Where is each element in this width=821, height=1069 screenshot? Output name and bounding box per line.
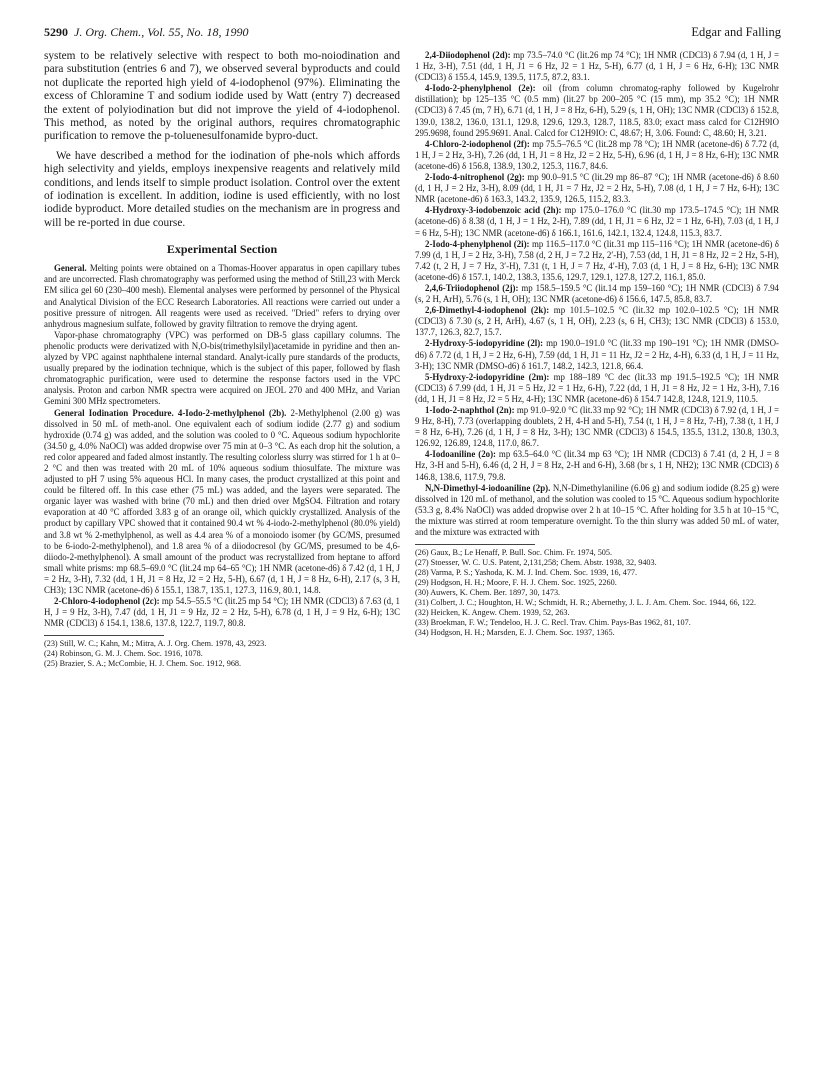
journal-citation: J. Org. Chem., Vol. 55, No. 18, 1990 [74,25,249,39]
paragraph-text: Vapor-phase chromatography (VPC) was performed on DB-5 glass capillary columns. The phenolic products were derivatized with N,O-bis(trimethylsilyl)acetamide in pyridine and then an-alyzed by VPC against naphthalene internal standard. Analyt-ically pure standards of the products, usually prepared by the iodination technique, which is the subject of this paper, followed by flash chromatographic purification, were used to determine the response factors used in the VPC analysis. Proton and carbon NMR spectra were acquired on JEOL 270 and 400 MHz, and Varian Gemini 300 MHz spectrometers. [44,329,400,407]
footnote-divider [44,635,164,636]
body-paragraph: We have described a method for the iodination of phe-nols which affords high selectivity and yields, employs inexpensive reagents and relatively mild conditions, and lends itself to simple product isolation. Control over the extent of iodination is excellent. In addition, iodine is used efficiently, with no lost iodide byproduct. More detailed studies on the mechanism are in progress and will be re-ported in due course. [44,149,400,229]
compound-entry [415,139,779,172]
footnote-divider [415,544,535,545]
header-left [44,25,249,40]
compound-heading: 2,6-Dimethyl-4-iodophenol (2k): [425,305,550,316]
compound-heading: 2-Iodo-4-phenylphenol (2i): [425,238,530,249]
footnote: (24) Robinson, G. M. J. Chem. Soc. 1916, 1078. [44,649,203,659]
compound-heading: 2,4,6-Triiodophenol (2j): [425,282,519,293]
compound-data: mp 158.5–159.5 °C (lit.14 mp 159–160 °C); 1H NMR (CDCl3) δ 7.94 (s, 2 H, ArH), 5.76 (s, 1 H, OH); 13C NMR (acetone-d6) δ 156.6, 147.5, 85.8, 83.7. [415,282,779,305]
page-header [44,25,781,43]
compound-entry [415,372,779,405]
footnote: (32) Heicken, K. Angew. Chem. 1939, 52, 263. [415,608,570,618]
right-column [415,50,779,638]
paragraph-heading: 2-Chloro-4-iodophenol (2c): [54,596,160,607]
compound-entry [415,483,779,538]
compound-heading: 2-Iodo-4-nitrophenol (2g): [425,172,525,183]
compound-data: mp 188–189 °C dec (lit.33 mp 191.5–192.5 °C); 1H NMR (CDCl3) δ 7.99 (dd, 1 H, J1 = 5 Hz, J2 = 1 Hz, 6-H), 7.22 (dd, 1 H, J1 = 8 Hz, J2 = 1 Hz, 3-H), 7.16 (dd, 1 H, J1 = 8 Hz, J2 = 5 Hz, 4-H); 13C NMR (acetone-d6) δ 154.7 142.8, 124.8, 121.9, 110.5. [415,371,779,404]
compound-entry [415,205,779,238]
body-paragraph: system to be relatively selective with respect to both mo-noiodination and para substitution (entries 6 and 7), we observed several byproducts and could not duplicate the reported high yield of 4-iodophenol (97%). Eliminating the excess of Chloramine T and sodium iodide used by Watt (entry 7) decreased the extent of polyiodination but did not improve the yield of 4-iodophenol. This method, as noted by the original authors, requires chromatographic purification to remove the p-toluenesulfonamide bypro-duct. [44,50,400,143]
compound-entry [415,338,779,371]
compound-heading: N,N-Dimethyl-4-iodoaniline (2p). [425,482,551,493]
experimental-paragraph [44,408,400,597]
paragraph-text: mp 54.5–55.5 °C (lit.25 mp 54 °C); 1H NMR (CDCl3) δ 7.63 (d, 1 H, J = 9 Hz, 3-H), 7.47 (dd, 1 H, J1 = 9 Hz, J2 = 2 Hz, 5-H), 6.78 (d, 1 H, J = 9 Hz, 6-H); 13C NMR (CDCl3) δ 154.1, 138.6, 137.8, 122.7, 119.7, 80.8. [44,596,400,629]
footnote: (30) Auwers, K. Chem. Ber. 1897, 30, 1473. [415,588,561,598]
experimental-paragraph [44,263,400,330]
compound-heading: 4-Iodo-2-phenylphenol (2e): [425,83,536,94]
footnote: (27) Stoesser, W. C. U.S. Patent, 2,131,258; Chem. Abstr. 1938, 32, 9403. [415,558,657,568]
compound-data: mp 73.5–74.0 °C (lit.26 mp 74 °C); 1H NMR (CDCl3) δ 7.94 (d, 1 H, J = 1 Hz, 3-H), 7.51 (dd, 1 H, J1 = 6 Hz, J2 = 1 Hz, 5-H), 6.77 (d, 1 H, J = 6 Hz, 6-H); 13C NMR (CDCl3) δ 155.4, 145.9, 139.5, 117.5, 87.2, 83.1. [415,50,780,83]
compound-data: mp 175.0–176.0 °C (lit.30 mp 173.5–174.5 °C); 1H NMR (acetone-d6) δ 8.38 (d, 1 H, J = 1 Hz, 2-H), 7.89 (dd, 1 H, J1 = 6 Hz, J2 = 1 Hz, 6-H), 7.03 (d, 1 H, J = 6 Hz, 5-H); 13C NMR (acetone-d6) δ 166.1, 161.6, 142.1, 132.4, 124.8, 115.3, 83.7. [415,205,780,238]
paragraph-heading: General Iodination Procedure. 4-Iodo-2-methylphenol (2b). [54,407,287,418]
page-number: 5290 [44,25,68,39]
compound-entry [415,239,779,283]
compound-heading: 4-Hydroxy-3-iodobenzoic acid (2h): [425,205,562,216]
compound-data: mp 190.0–191.0 °C (lit.33 mp 190–191 °C); 1H NMR (DMSO-d6) δ 7.72 (d, 1 H, J = 2 Hz, 6-H), 7.59 (dd, 1 H, J1 = 11 Hz, J2 = 2 Hz, 4-H), 6.33 (d, 1 H, J = 11 Hz, 3-H); 13C NMR (DMSO-d6) δ 161.7, 148.2, 142.3, 121.8, 66.4. [415,338,779,371]
compound-heading: 4-Iodoaniline (2o): [425,449,496,460]
compound-data: mp 90.0–91.5 °C (lit.29 mp 86–87 °C); 1H NMR (acetone-d6) δ 8.60 (d, 1 H, J = 2 Hz, 3-H), 8.09 (dd, 1 H, J1 = 7 Hz, J2 = 2 Hz, 5-H), 7.08 (d, 1 H, J = 7 Hz, 6-H); 13C NMR (acetone-d6) δ 163.3, 143.2, 135.9, 126.5, 115.2, 83.3. [415,172,779,205]
compound-heading: 2-Hydroxy-5-iodopyridine (2l): [425,338,544,349]
compound-data: N,N-Dimethylaniline (6.06 g) and sodium iodide (8.25 g) were dissolved in 120 mL of methanol, and the solution was cooled to 15 °C. Aqueous sodium hypochlorite (53.3 g, 8.4% NaOCl) was added dropwise over 2 h at 10–15 °C. After holding for 3.5 h at 10–15 °C, the mixture was stirred at room temperature overnight. To the thin slurry was added 50 mL of water, and the mixture was extracted with [415,482,779,538]
footnote: (23) Still, W. C.; Kahn, M.; Mitra, A. J. Org. Chem. 1978, 43, 2923. [44,639,267,649]
compound-data: mp 75.5–76.5 °C (lit.28 mp 78 °C); 1H NMR (acetone-d6) δ 7.72 (d, 1 H, J = 2 Hz, 3-H), 7.26 (dd, 1 H, J1 = 8 Hz, J2 = 2 Hz, 5-H), 6.96 (d, 1 H, J = 8 Hz, 6-H); 13C NMR (acetone-d6) δ 156.8, 138.9, 130.2, 125.3, 116.7, 84.6. [415,138,779,171]
compound-entry [415,449,779,482]
compound-heading: 5-Hydroxy-2-iodopyridine (2m): [425,371,550,382]
compound-data: mp 91.0–92.0 °C (lit.33 mp 92 °C); 1H NMR (CDCl3) δ 7.92 (d, 1 H, J = 9 Hz, 8-H), 7.73 (overlapping doublets, 2 H, 4-H and 5-H), 7.54 (t, 1 H, J = 8 Hz, 7-H), 7.38 (t, 1 H, J = 8 Hz, 6-H), 7.26 (d, 1 H, J = 8 Hz, 3-H); 13C NMR (CDCl3) δ 154.5, 135.5, 131.2, 130.8, 130.3, 126.92, 126.89, 124.8, 117.0, 86.7. [415,405,779,449]
compound-entry [415,50,779,83]
footnote: (26) Gaux, B.; Le Henaff, P. Bull. Soc. Chim. Fr. 1974, 505. [415,548,613,558]
compound-entry [415,83,779,138]
compound-entry [415,172,779,205]
paragraph-text: Melting points were obtained on a Thomas-Hoover apparatus in open capillary tubes and are uncorrected. Flash chromatography was performed using the method of Still,23 with Merck EM silica gel 60 (230–400 mesh). Elemental analyses were performed by personnel of the Physical and Analytical Division of the ECC Research Laboratories. All reactions were carried out under a positive pressure of nitrogen. All reagents were used as received. "Dried" refers to drying over anhydrous magnesium sulfate, followed by gravity filtration to remove the drying agent. [44,263,400,329]
compound-data: oil (from column chromatog-raphy followed by Kugelrohr distillation); bp 125–135 °C (0.5 mm) (lit.27 bp 200–205 °C (15 mm), mp 35.2 °C); 1H NMR (CDCl3) δ 7.45 (m, 7 H), 6.71 (d, 1 H, J = 8 Hz, 6-H), 5.29 (s, 1 H, OH); 13C NMR (CDCl3) δ 152.8, 139.0, 138.2, 136.0, 131.1, 129.8, 129.6, 129.3, 128.7, 118.5, 83.0; exact mass calcd for C12H9IO 295.9698, found 295.9691. Anal. Calcd for C12H9IO: C, 48.67; H, 3.06. Found: C, 48.60; H, 3.21. [415,83,779,138]
compound-data: mp 63.5–64.0 °C (lit.34 mp 63 °C); 1H NMR (CDCl3) δ 7.41 (d, 2 H, J = 8 Hz, 3-H and 5-H), 6.46 (d, 2 H, J = 8 Hz, 2-H and 6-H), 3.68 (br s, 1 H, NH2); 13C NMR (CDCl3) δ 146.8, 138.6, 117.9, 79.8. [415,449,780,482]
left-column [44,50,400,669]
compound-entry [415,283,779,305]
footnote: (29) Hodgson, H. H.; Moore, F. H. J. Chem. Soc. 1925, 2260. [415,578,617,588]
compound-heading: 1-Iodo-2-naphthol (2n): [425,405,515,415]
footnote: (28) Varma, P. S.; Yashoda, K. M. J. Ind. Chem. Soc. 1939, 16, 477. [415,568,638,578]
compound-heading: 4-Chloro-2-iodophenol (2f): [425,138,530,149]
footnote: (33) Broekman, F. W.; Tendeloo, H. J. C. Recl. Trav. Chim. Pays-Bas 1962, 81, 107. [415,618,691,628]
paragraph-heading: General. [54,263,87,274]
footnote: (31) Colbert, J. C.; Houghton, H. W.; Schmidt, H. R.; Abernethy, J. L. J. Am. Chem. Soc. 1944, 66, 122. [415,598,757,608]
compound-heading: 2,4-Diiodophenol (2d): [425,50,511,60]
compound-data: mp 101.5–102.5 °C (lit.32 mp 102.0–102.5 °C); 1H NMR (CDCl3) δ 7.30 (s, 2 H, ArH), 4.67 (s, 1 H, OH), 2.23 (s, 6 H, CH3); 13C NMR (CDCl3) δ 153.0, 137.7, 126.3, 82.7, 15.7. [415,305,779,338]
section-title: Experimental Section [166,242,278,257]
paragraph-text: 2-Methylphenol (2.00 g) was dissolved in 50 mL of meth-anol. One equivalent each of sodium iodide (2.77 g) and sodium hydroxide (0.74 g) was added, and the solution was cooled to 0 °C. Aqueous sodium hypochlorite (34.50 g, 4.0% NaOCl) was added dropwise over 75 min at 0–3 °C. As each drop hit the solution, a red color appeared and faded almost instantly. The resulting colorless slurry was stirred for 1 h at 0–2 °C and then was treated with 20 mL of 10% aqueous sodium thiosulfate. The mixture was adjusted to pH 7 using 5% aqueous HCl. In many cases, the product crystallized at this point and could be filtered off. In this case ether (75 mL) was added, and the layers were separated. The organic layer was washed with brine (70 mL) and then dried over MgSO4. Filtration and rotary evaporation at 40 °C afforded 3.83 g of an orange oil, which quickly crystallized. Analysis of the product by capillary VPC showed that it contained 90.4 wt % 4-iodo-2-methylphenol (80.0% yield) and 3.8 wt % 2-methylphenol, as well as 4.4 area % of a monoiodo isomer (by GC/MS, presumed to be 6-iodo-2-methylphenol), and 1.8 area % of a diiodocresol (by GC/MS, presumed to be 4,6-diiodo-2-methylphenol). A small amount of the product was recrystallized from heptane to afford small white prisms: mp 68.5–69.0 °C (lit.24 mp 64–65 °C); 1H NMR (acetone-d6) δ 7.42 (d, 1 H, J = 2 Hz, 3-H), 7.32 (dd, 1 H, J1 = 8 Hz, J2 = 2 Hz, 5-H), 6.67 (d, 1 H, J = 8 Hz, 6-H), 2.17 (s, 3 H, CH3); 13C NMR (acetone-d6) δ 155.1, 138.7, 135.1, 127.3, 116.9, 80.1, 14.8. [44,407,400,595]
footnote: (25) Brazier, S. A.; McCombie, H. J. Chem. Soc. 1912, 968. [44,659,242,669]
experimental-paragraph [44,596,400,629]
footnote: (34) Hodgson, H. H.; Marsden, E. J. Chem. Soc. 1937, 1365. [415,628,615,638]
compound-entry [415,405,779,449]
experimental-paragraph [44,330,400,408]
compound-entry [415,305,779,338]
compound-data: mp 116.5–117.0 °C (lit.31 mp 115–116 °C); 1H NMR (acetone-d6) δ 7.99 (d, 1 H, J = 2 Hz, 3-H), 7.58 (d, 2 H, J = 7.2 Hz, 2′-H), 7.53 (dd, 1 H, J1 = 8 Hz, J2 = 2 Hz, 5-H), 7.42 (t, 2 H, J = 7 Hz, 3′-H), 7.31 (t, 1 H, J = 7 Hz, 4′-H), 7.03 (d, 1 H, J = 8 Hz, 6-H); 13C NMR (acetone-d6) δ 157.1, 140.2, 138.3, 135.6, 129.7, 129.1, 127.8, 127.2, 116.1, 85.0. [415,238,779,282]
running-authors: Edgar and Falling [691,25,781,39]
